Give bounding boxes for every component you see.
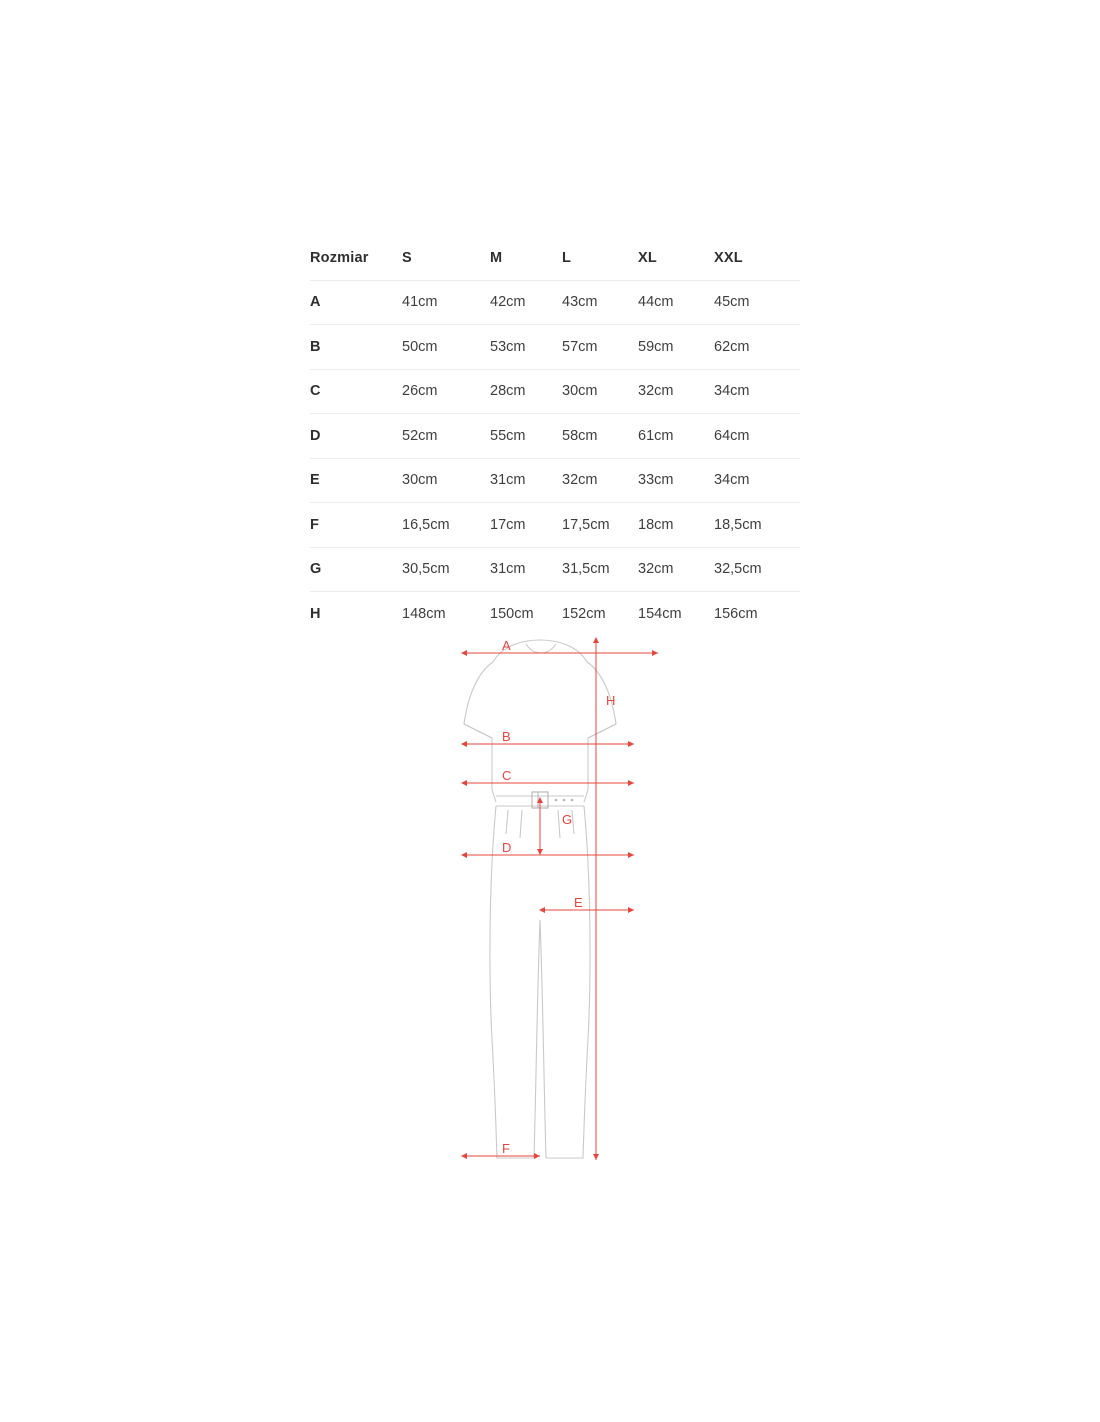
column-header-xl: XL (638, 236, 714, 280)
cell-h-xl: 154cm (638, 605, 682, 622)
column-header-xxl: XXL (714, 236, 800, 280)
cell-a-m: 42cm (490, 280, 562, 325)
cell-b-xxl: 62cm (714, 325, 800, 370)
size-table-head (310, 236, 800, 280)
measurement-labels (502, 638, 615, 1156)
cell-e-s: 30cm (402, 458, 490, 503)
label-e: E (574, 895, 583, 910)
cell-h-l: 152cm (562, 605, 606, 622)
cell-e-xl: 33cm (638, 458, 714, 503)
cell-f-s: 16,5cm (402, 503, 490, 548)
label-h: H (606, 693, 616, 708)
cell-b-s: 50cm (402, 325, 490, 370)
column-header-s: S (402, 236, 490, 280)
table-row (310, 458, 800, 503)
column-header-m: M (490, 236, 562, 280)
column-header-l: L (562, 236, 638, 280)
table-row (310, 369, 800, 414)
cell-g-xl: 32cm (638, 547, 714, 592)
label-c: C (502, 768, 512, 783)
size-table-body (310, 280, 800, 636)
garment-diagram (430, 620, 690, 1190)
table-row (310, 414, 800, 459)
cell-d-xl: 61cm (638, 414, 714, 459)
row-label-h: H (310, 605, 321, 622)
measurement-lines (462, 638, 658, 1160)
label-g: G (562, 812, 573, 827)
row-label-a: A (310, 280, 402, 325)
label-d: D (502, 840, 512, 855)
row-label-g: G (310, 547, 402, 592)
cell-g-xxl: 32,5cm (714, 547, 800, 592)
cell-d-s: 52cm (402, 414, 490, 459)
cell-d-l: 58cm (562, 414, 638, 459)
cell-g-m: 31cm (490, 547, 562, 592)
row-label-b: B (310, 325, 402, 370)
cell-c-m: 28cm (490, 369, 562, 414)
cell-h-s: 148cm (402, 605, 446, 622)
cell-c-xxl: 34cm (714, 369, 800, 414)
cell-d-xxl: 64cm (714, 414, 800, 459)
cell-b-l: 57cm (562, 325, 638, 370)
cell-a-s: 41cm (402, 280, 490, 325)
cell-e-l: 32cm (562, 458, 638, 503)
row-label-d: D (310, 414, 402, 459)
table-row (310, 503, 800, 548)
cell-e-m: 31cm (490, 458, 562, 503)
label-b: B (502, 729, 511, 744)
cell-h-m: 150cm (490, 605, 534, 622)
cell-f-xl: 18cm (638, 503, 714, 548)
cell-c-xl: 32cm (638, 369, 714, 414)
size-table (310, 236, 800, 636)
cell-a-xxl: 45cm (714, 280, 800, 325)
table-row (310, 280, 800, 325)
cell-e-xxl: 34cm (714, 458, 800, 503)
row-label-f: F (310, 503, 402, 548)
cell-b-m: 53cm (490, 325, 562, 370)
table-header-row (310, 236, 800, 280)
table-row (310, 547, 800, 592)
cell-g-l: 31,5cm (562, 547, 638, 592)
cell-c-l: 30cm (562, 369, 638, 414)
row-label-c: C (310, 369, 402, 414)
cell-h-xxl: 156cm (714, 605, 758, 622)
row-label-e: E (310, 458, 402, 503)
column-header-rozmiar: Rozmiar (310, 236, 402, 280)
cell-d-m: 55cm (490, 414, 562, 459)
table-row (310, 325, 800, 370)
cell-c-s: 26cm (402, 369, 490, 414)
cell-g-s: 30,5cm (402, 547, 490, 592)
cell-f-m: 17cm (490, 503, 562, 548)
cell-f-l: 17,5cm (562, 503, 638, 548)
label-f: F (502, 1141, 510, 1156)
garment-outline (464, 640, 616, 1158)
cell-a-xl: 44cm (638, 280, 714, 325)
label-a: A (502, 638, 511, 653)
cell-a-l: 43cm (562, 280, 638, 325)
cell-b-xl: 59cm (638, 325, 714, 370)
cell-f-xxl: 18,5cm (714, 503, 800, 548)
